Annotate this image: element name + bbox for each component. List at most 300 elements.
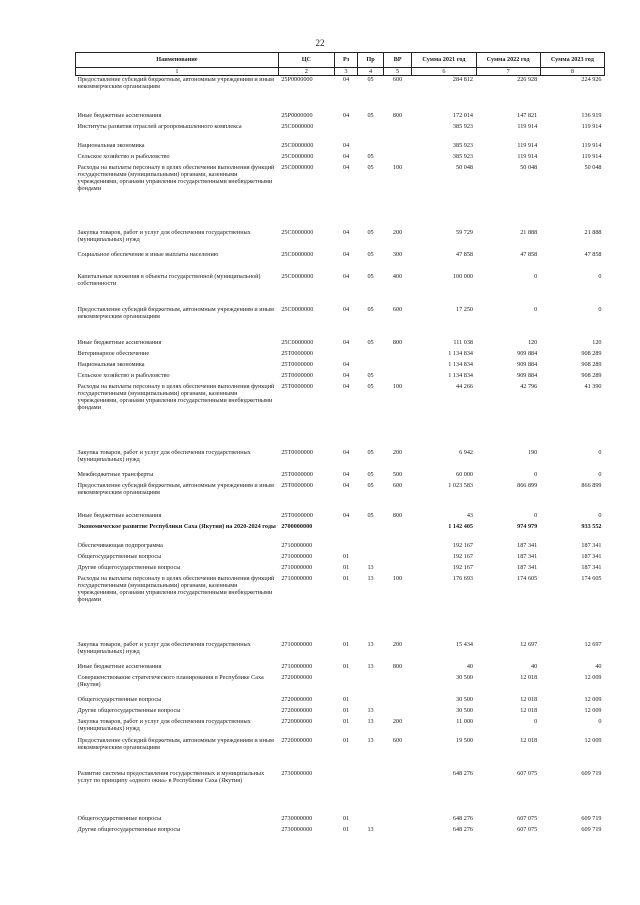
- row-pr-cell: [358, 350, 383, 361]
- row-cs-cell: 25T0000000: [281, 371, 313, 379]
- row-sum-2023-cell: 609 719: [581, 825, 602, 833]
- row-sum-2022-cell: 12 697: [520, 640, 538, 648]
- row-vr-cell: [383, 826, 412, 837]
- row-vr-cell: 200: [392, 448, 403, 456]
- row-sum-2023-cell: 908 289: [581, 349, 602, 357]
- row-name-cell: Капитальные вложения в объекты государственной (муниципальной) собственности: [77, 272, 261, 287]
- row-vr-cell: 600: [392, 736, 403, 744]
- row-pr-cell: 13: [367, 563, 374, 571]
- row-pr-cell: 05: [367, 163, 374, 171]
- row-sum-2023-cell: 47 858: [584, 250, 602, 258]
- row-cs-cell: 25C0000000: [281, 141, 314, 149]
- row-rz-cell: 01: [343, 640, 350, 648]
- row-pr-cell: 05: [367, 338, 374, 346]
- column-number: 2: [278, 68, 334, 76]
- row-vr-cell: 100: [392, 163, 403, 171]
- row-cs-cell: 2710000000: [281, 541, 313, 549]
- row-cs-cell: 25C0000000: [281, 250, 314, 258]
- row-rz-cell: 04: [343, 371, 350, 379]
- row-name-cell: Закупка товаров, работ и услуг для обеспечения государственных (муниципальных) нужд: [77, 640, 251, 655]
- table-row: [76, 164, 605, 229]
- row-name-cell: Другие общегосударственные вопросы: [77, 706, 181, 714]
- row-pr-cell: [358, 361, 383, 372]
- row-sum-2021-cell: 111 038: [453, 338, 474, 346]
- row-sum-2022-cell: 0: [534, 305, 538, 313]
- row-sum-2023-cell: 609 719: [581, 814, 602, 822]
- row-rz-cell: 04: [343, 141, 350, 149]
- row-sum-2023-cell: 0: [598, 470, 602, 478]
- row-sum-2021-cell: 284 812: [452, 76, 474, 84]
- column-number: 7: [476, 68, 540, 76]
- row-vr-cell: 300: [392, 250, 403, 258]
- row-sum-2022-cell: 120: [527, 338, 538, 346]
- row-sum-2021-cell: 40: [466, 662, 474, 670]
- table-row: [76, 575, 605, 641]
- row-cs-cell: 2720000000: [281, 695, 313, 703]
- row-vr-cell: [383, 674, 412, 696]
- row-vr-cell: [383, 523, 412, 542]
- row-rz-cell: 01: [343, 563, 350, 571]
- row-sum-2023-cell: 21 888: [584, 228, 602, 236]
- row-sum-2021-cell: 59 729: [456, 228, 474, 236]
- row-vr-cell: [383, 350, 412, 361]
- row-cs-cell: 25C0000000: [281, 338, 314, 346]
- table-row: [76, 770, 605, 815]
- row-name-cell: Общегосударственные вопросы: [77, 695, 162, 703]
- row-sum-2022-cell: 607 075: [517, 825, 538, 833]
- row-cs-cell: 2700000000: [281, 522, 313, 530]
- row-rz-cell: 04: [343, 250, 350, 258]
- row-name-cell: Иные бюджетные ассигнования: [77, 662, 162, 670]
- row-name-cell: Предоставление субсидий бюджетным, автономным учреждениям и иным некоммерческим организациям: [77, 481, 274, 496]
- row-cs-cell: 25T0000000: [281, 448, 313, 456]
- row-cs-cell: 2710000000: [281, 640, 313, 648]
- row-sum-2023-cell: 908 289: [581, 371, 602, 379]
- table-row: [76, 471, 605, 482]
- table-row: [76, 123, 605, 142]
- row-pr-cell: 05: [367, 228, 374, 236]
- row-pr-cell: [358, 553, 383, 564]
- row-cs-cell: 25T0000000: [281, 349, 313, 357]
- row-cs-cell: 25C0000000: [281, 228, 314, 236]
- table-row: [76, 306, 605, 339]
- row-name-cell: Закупка товаров, работ и услуг для обеспечения государственных (муниципальных) нужд: [77, 717, 251, 732]
- row-rz-cell: 01: [343, 717, 350, 725]
- row-sum-2021-cell: 648 276: [452, 825, 474, 833]
- row-cs-cell: 25C0000000: [281, 163, 314, 171]
- row-sum-2022-cell: 174 605: [517, 574, 538, 582]
- row-sum-2022-cell: 0: [534, 470, 538, 478]
- row-sum-2021-cell: 648 276: [452, 814, 474, 822]
- row-pr-cell: 05: [367, 382, 374, 390]
- row-sum-2022-cell: 119 914: [517, 141, 538, 149]
- row-sum-2022-cell: 909 884: [517, 349, 538, 357]
- row-sum-2021-cell: 50 048: [456, 163, 474, 171]
- table-row: [76, 482, 605, 512]
- row-vr-cell: 200: [392, 228, 403, 236]
- row-sum-2023-cell: 908 289: [581, 360, 602, 368]
- row-vr-cell: 600: [392, 481, 403, 489]
- row-sum-2023-cell: 0: [598, 511, 602, 519]
- row-vr-cell: [383, 123, 412, 142]
- row-name-cell: Иные бюджетные ассигнования: [77, 338, 162, 346]
- row-rz-cell: 04: [343, 511, 350, 519]
- row-pr-cell: 13: [367, 717, 374, 725]
- row-vr-cell: [383, 815, 412, 826]
- row-sum-2022-cell: 607 075: [517, 769, 538, 777]
- row-name-cell: Расходы на выплаты персоналу в целях обеспечения выполнения функций государственными (муниципальными) органами, казенными учреждениями, органами управления государственными внебюджетными фондами: [77, 163, 275, 193]
- row-pr-cell: 05: [367, 481, 374, 489]
- row-rz-cell: [334, 674, 357, 696]
- table-row: [76, 718, 605, 737]
- row-sum-2023-cell: 12 009: [584, 736, 602, 744]
- row-pr-cell: [358, 674, 383, 696]
- row-sum-2022-cell: 12 018: [520, 736, 538, 744]
- row-pr-cell: 05: [367, 511, 374, 519]
- row-sum-2023-cell: 12 009: [584, 695, 602, 703]
- row-vr-cell: 600: [392, 305, 403, 313]
- row-rz-cell: 04: [343, 360, 350, 368]
- table-row: [76, 449, 605, 471]
- row-pr-cell: 13: [367, 825, 374, 833]
- row-sum-2021-cell: 6 942: [459, 448, 474, 456]
- table-row: [76, 815, 605, 826]
- row-pr-cell: 13: [367, 736, 374, 744]
- row-rz-cell: [334, 350, 357, 361]
- row-sum-2023-cell: 0: [598, 272, 602, 280]
- row-sum-2021-cell: 1 023 583: [448, 481, 474, 489]
- row-cs-cell: 25T0000000: [281, 511, 313, 519]
- row-sum-2021-cell: 60 000: [456, 470, 474, 478]
- row-vr-cell: [383, 553, 412, 564]
- row-cs-cell: 2720000000: [281, 673, 313, 681]
- row-cs-cell: 2720000000: [281, 736, 313, 744]
- row-sum-2021-cell: 44 266: [456, 382, 474, 390]
- row-rz-cell: 04: [343, 470, 350, 478]
- row-name-cell: Сельское хозяйство и рыболовство: [77, 152, 170, 160]
- table-row: [76, 553, 605, 564]
- column-number: 5: [383, 68, 412, 76]
- row-name-cell: Закупка товаров, работ и услуг для обеспечения государственных (муниципальных) нужд: [77, 448, 251, 463]
- row-sum-2023-cell: 174 605: [581, 574, 602, 582]
- row-cs-cell: 2710000000: [281, 552, 313, 560]
- row-name-cell: Предоставление субсидий бюджетным, автономным учреждениям и иным некоммерческим организациям: [77, 305, 274, 320]
- row-sum-2021-cell: 176 693: [452, 574, 474, 582]
- row-rz-cell: 04: [343, 338, 350, 346]
- row-rz-cell: 01: [343, 814, 350, 822]
- row-sum-2021-cell: 19 500: [456, 736, 474, 744]
- row-cs-cell: 25T0000000: [281, 470, 313, 478]
- row-rz-cell: [334, 123, 357, 142]
- row-sum-2023-cell: 12 697: [584, 640, 602, 648]
- row-sum-2023-cell: 12 009: [584, 673, 602, 681]
- table-row: [76, 153, 605, 164]
- table-body: [76, 76, 605, 837]
- table-row: [76, 737, 605, 770]
- row-sum-2022-cell: 21 888: [520, 228, 538, 236]
- table-row: [76, 142, 605, 153]
- row-rz-cell: 01: [343, 552, 350, 560]
- row-rz-cell: 04: [343, 305, 350, 313]
- row-sum-2022-cell: 12 018: [520, 706, 538, 714]
- row-cs-cell: 2730000000: [281, 814, 313, 822]
- row-name-cell: Развитие системы предоставления государственных и муниципальных услуг по принципу «одного окна» в Республике Саха (Якутия): [77, 769, 265, 784]
- row-pr-cell: [358, 696, 383, 707]
- row-pr-cell: 05: [367, 470, 374, 478]
- row-cs-cell: 25P0000000: [281, 76, 313, 84]
- row-rz-cell: 01: [343, 706, 350, 714]
- row-name-cell: Институты развития отраслей агропромышленного комплекса: [77, 122, 242, 130]
- row-sum-2023-cell: 136 919: [581, 111, 602, 119]
- row-name-cell: Обеспечивающая подпрограмма: [77, 541, 163, 549]
- table-row: [76, 512, 605, 523]
- row-rz-cell: 01: [343, 574, 350, 582]
- row-vr-cell: 800: [392, 662, 403, 670]
- row-pr-cell: 13: [367, 662, 374, 670]
- row-sum-2021-cell: 47 858: [456, 250, 474, 258]
- table-header: [76, 53, 605, 76]
- row-rz-cell: [334, 542, 357, 553]
- row-vr-cell: 100: [392, 574, 403, 582]
- row-sum-2021-cell: 172 014: [452, 111, 474, 119]
- row-cs-cell: 2720000000: [281, 717, 313, 725]
- row-pr-cell: [358, 542, 383, 553]
- row-cs-cell: 25C0000000: [281, 305, 314, 313]
- row-sum-2022-cell: 909 884: [517, 371, 538, 379]
- row-rz-cell: 01: [343, 695, 350, 703]
- row-sum-2021-cell: 1 142 405: [448, 522, 474, 530]
- row-cs-cell: 25T0000000: [281, 360, 313, 368]
- row-sum-2023-cell: 119 914: [581, 152, 602, 160]
- row-vr-cell: 100: [392, 382, 403, 390]
- row-sum-2023-cell: 119 914: [581, 141, 602, 149]
- row-sum-2021-cell: 192 167: [452, 541, 474, 549]
- page-number: 22: [315, 38, 325, 48]
- row-sum-2022-cell: 866 899: [517, 481, 538, 489]
- row-sum-2021-cell: 1 134 834: [448, 360, 474, 368]
- column-number: 8: [540, 68, 604, 76]
- row-cs-cell: 25T0000000: [281, 382, 313, 390]
- row-sum-2021-cell: 385 923: [452, 122, 474, 130]
- row-vr-cell: [383, 142, 412, 153]
- row-rz-cell: 01: [343, 825, 350, 833]
- table-row: [76, 112, 605, 123]
- row-sum-2021-cell: 17 250: [456, 305, 474, 313]
- row-rz-cell: 04: [343, 272, 350, 280]
- row-sum-2023-cell: 866 899: [581, 481, 602, 489]
- row-rz-cell: 04: [343, 111, 350, 119]
- table-row: [76, 372, 605, 383]
- row-sum-2021-cell: 43: [466, 511, 474, 519]
- row-name-cell: Национальная экономика: [77, 360, 145, 368]
- row-rz-cell: 04: [343, 76, 350, 84]
- row-sum-2022-cell: 0: [534, 511, 538, 519]
- table-row: [76, 641, 605, 663]
- row-sum-2021-cell: 15 434: [456, 640, 474, 648]
- row-sum-2022-cell: 226 928: [517, 76, 538, 84]
- row-sum-2021-cell: 30 500: [456, 673, 474, 681]
- row-cs-cell: 25P0000000: [281, 111, 313, 119]
- row-rz-cell: 04: [343, 152, 350, 160]
- row-vr-cell: 200: [392, 717, 403, 725]
- row-rz-cell: 04: [343, 481, 350, 489]
- row-rz-cell: 04: [343, 448, 350, 456]
- row-sum-2022-cell: 974 979: [517, 522, 538, 530]
- row-cs-cell: 25C0000000: [281, 272, 314, 280]
- row-sum-2021-cell: 192 167: [452, 563, 474, 571]
- row-name-cell: Общегосударственные вопросы: [77, 814, 162, 822]
- row-pr-cell: 13: [367, 706, 374, 714]
- row-rz-cell: [334, 523, 357, 542]
- row-sum-2023-cell: 0: [598, 717, 602, 725]
- row-pr-cell: [358, 770, 383, 815]
- row-cs-cell: 25T0000000: [281, 481, 313, 489]
- table-row: [76, 361, 605, 372]
- row-sum-2021-cell: 192 167: [452, 552, 474, 560]
- row-sum-2023-cell: 120: [592, 338, 602, 346]
- row-sum-2022-cell: 40: [531, 662, 538, 670]
- table-row: [76, 251, 605, 273]
- row-name-cell: Иные бюджетные ассигнования: [77, 111, 162, 119]
- row-sum-2023-cell: 40: [595, 662, 602, 670]
- table-row: [76, 339, 605, 350]
- row-vr-cell: [383, 707, 412, 718]
- row-vr-cell: [383, 770, 412, 815]
- row-sum-2023-cell: 41 390: [584, 382, 602, 390]
- row-sum-2022-cell: 12 018: [520, 695, 538, 703]
- row-pr-cell: [358, 815, 383, 826]
- table-row: [76, 523, 605, 542]
- row-name-cell: Другие общегосударственные вопросы: [77, 825, 181, 833]
- column-number: 6: [412, 68, 476, 76]
- row-vr-cell: 800: [392, 338, 403, 346]
- row-vr-cell: 800: [392, 511, 403, 519]
- row-name-cell: Предоставление субсидий бюджетным, автономным учреждениям и иным некоммерческим организациям: [77, 76, 274, 91]
- table-row: [76, 564, 605, 575]
- row-vr-cell: [383, 564, 412, 575]
- row-vr-cell: 500: [392, 470, 403, 478]
- budget-table: [75, 52, 605, 837]
- row-pr-cell: [358, 523, 383, 542]
- row-pr-cell: 13: [367, 640, 374, 648]
- table-row: [76, 273, 605, 306]
- row-name-cell: Национальная экономика: [77, 141, 145, 149]
- row-vr-cell: 400: [392, 272, 403, 280]
- row-sum-2022-cell: 42 796: [520, 382, 538, 390]
- row-cs-cell: 2710000000: [281, 574, 313, 582]
- row-sum-2021-cell: 385 923: [452, 152, 474, 160]
- table-row: [76, 696, 605, 707]
- row-pr-cell: 05: [367, 76, 374, 84]
- table-row: [76, 229, 605, 251]
- row-sum-2022-cell: 119 914: [517, 152, 538, 160]
- row-cs-cell: 2720000000: [281, 706, 313, 714]
- row-sum-2023-cell: 224 926: [581, 76, 602, 84]
- row-sum-2023-cell: 609 719: [581, 769, 602, 777]
- table-row: [76, 76, 605, 112]
- row-sum-2022-cell: 50 048: [520, 163, 538, 171]
- header-cs: ЦС: [278, 53, 334, 68]
- row-pr-cell: [358, 142, 383, 153]
- row-name-cell: Ветеринарное обеспечение: [77, 349, 150, 357]
- row-name-cell: Сельское хозяйство и рыболовство: [77, 371, 170, 379]
- row-name-cell: Закупка товаров, работ и услуг для обеспечения государственных (муниципальных) нужд: [77, 228, 251, 243]
- header-name: Наименование: [76, 53, 279, 68]
- row-rz-cell: 04: [343, 228, 350, 236]
- column-number: 1: [76, 68, 279, 76]
- row-vr-cell: 200: [392, 640, 403, 648]
- header-rz: Рз: [334, 53, 357, 68]
- row-name-cell: Социальное обеспечение и иные выплаты населению: [77, 250, 219, 258]
- row-sum-2023-cell: 0: [598, 448, 602, 456]
- row-name-cell: Экономическое развитие Республики Саха (Якутия) на 2020-2024 годы: [77, 522, 276, 530]
- row-sum-2021-cell: 1 134 834: [448, 371, 474, 379]
- row-name-cell: Общегосударственные вопросы: [77, 552, 162, 560]
- row-sum-2022-cell: 119 914: [517, 122, 538, 130]
- row-rz-cell: [334, 770, 357, 815]
- row-name-cell: Межбюджетные трансферты: [77, 470, 154, 478]
- table-row: [76, 383, 605, 449]
- row-sum-2022-cell: 0: [534, 717, 538, 725]
- row-sum-2021-cell: 385 923: [452, 141, 474, 149]
- header-vr: ВР: [383, 53, 412, 68]
- row-sum-2023-cell: 933 552: [581, 522, 602, 530]
- table-row: [76, 350, 605, 361]
- row-cs-cell: 2730000000: [281, 769, 313, 777]
- row-sum-2023-cell: 12 009: [584, 706, 602, 714]
- row-rz-cell: 01: [343, 736, 350, 744]
- row-sum-2023-cell: 0: [598, 305, 602, 313]
- row-pr-cell: 05: [367, 448, 374, 456]
- row-sum-2021-cell: 11 000: [456, 717, 474, 725]
- row-vr-cell: [383, 153, 412, 164]
- row-cs-cell: 25C0000000: [281, 152, 314, 160]
- row-sum-2022-cell: 607 075: [517, 814, 538, 822]
- header-sum-2022: Сумма 2022 год: [476, 53, 540, 68]
- row-name-cell: Расходы на выплаты персоналу в целях обеспечения выполнения функций государственными (муниципальными) органами, казенными учреждениями, органами управления государственными внебюджетными фондами: [77, 574, 275, 604]
- row-cs-cell: 25C0000000: [281, 122, 314, 130]
- row-name-cell: Предоставление субсидий бюджетным, автономным учреждениям и иным некоммерческим организациям: [77, 736, 274, 751]
- row-sum-2023-cell: 119 914: [581, 122, 602, 130]
- row-sum-2022-cell: 190: [527, 448, 538, 456]
- row-sum-2023-cell: 187 341: [581, 552, 602, 560]
- row-rz-cell: 04: [343, 382, 350, 390]
- table-row: [76, 663, 605, 674]
- row-pr-cell: [358, 123, 383, 142]
- row-vr-cell: [383, 372, 412, 383]
- row-cs-cell: 2710000000: [281, 662, 313, 670]
- header-sum-2023: Сумма 2023 год: [540, 53, 604, 68]
- row-name-cell: Иные бюджетные ассигнования: [77, 511, 162, 519]
- row-sum-2022-cell: 147 821: [517, 111, 538, 119]
- row-sum-2021-cell: 1 134 834: [448, 349, 474, 357]
- row-sum-2022-cell: 187 341: [517, 563, 538, 571]
- row-sum-2023-cell: 187 341: [581, 541, 602, 549]
- row-cs-cell: 2730000000: [281, 825, 313, 833]
- row-sum-2022-cell: 187 341: [517, 552, 538, 560]
- row-sum-2023-cell: 187 341: [581, 563, 602, 571]
- row-pr-cell: 05: [367, 250, 374, 258]
- row-vr-cell: 600: [392, 76, 403, 84]
- table-row: [76, 542, 605, 553]
- row-name-cell: Расходы на выплаты персоналу в целях обеспечения выполнения функций государственными (муниципальными) органами, казенными учреждениями, органами управления государственными внебюджетными фондами: [77, 382, 275, 412]
- row-sum-2022-cell: 47 858: [520, 250, 538, 258]
- row-name-cell: Другие общегосударственные вопросы: [77, 563, 181, 571]
- row-vr-cell: [383, 696, 412, 707]
- table-row: [76, 707, 605, 718]
- row-rz-cell: 04: [343, 163, 350, 171]
- row-sum-2021-cell: 30 500: [456, 706, 474, 714]
